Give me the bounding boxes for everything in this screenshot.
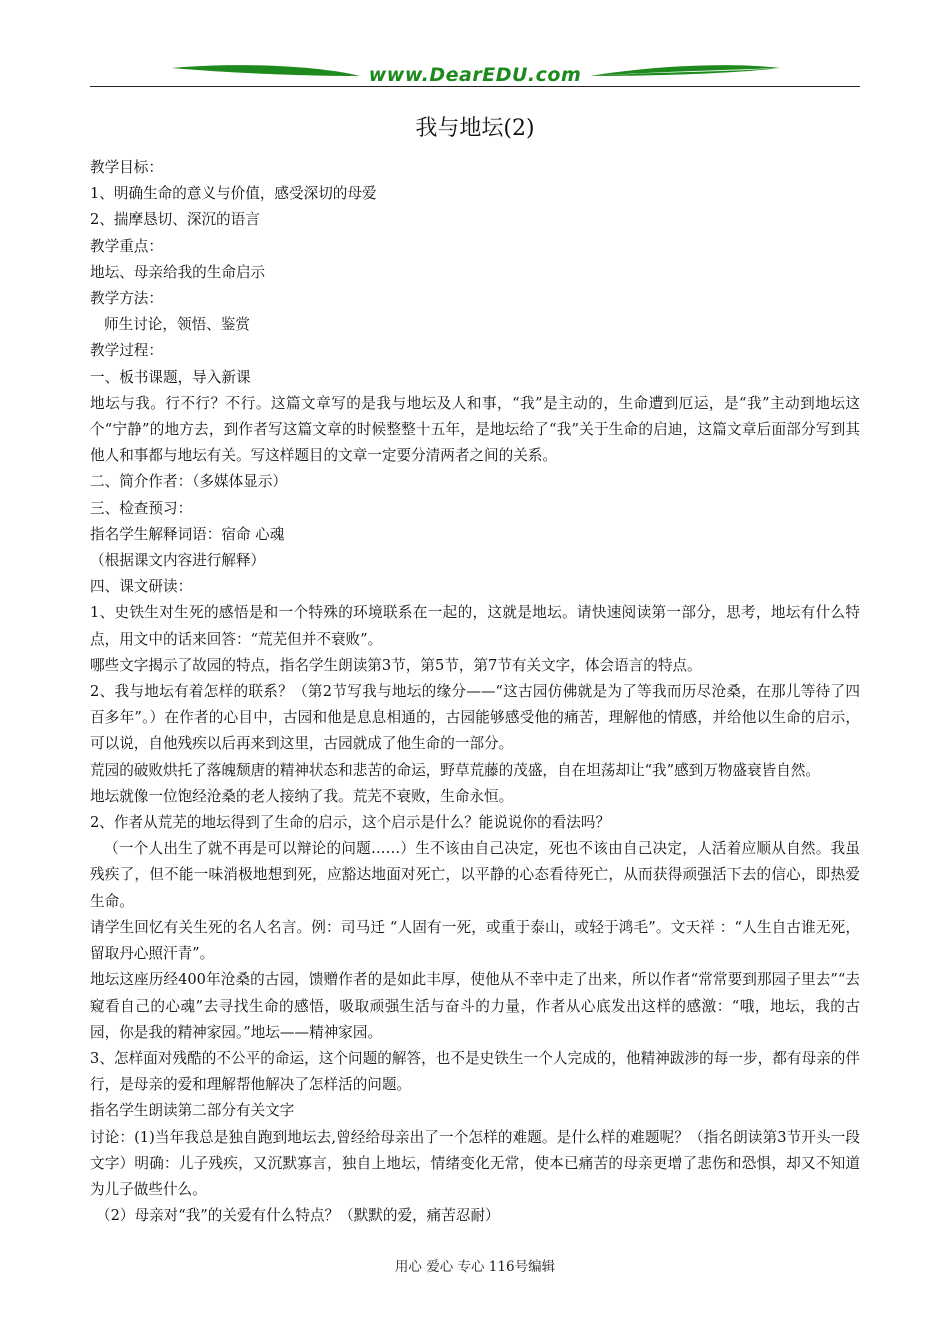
paragraph: 地坛就像一位饱经沧桑的老人接纳了我。荒芜不衰败，生命永恒。 — [90, 787, 514, 805]
paragraph: 教学方法： — [90, 290, 163, 308]
paragraph: 教学过程： — [90, 342, 163, 360]
paragraph: 指名学生解释词语：宿命 心魂 — [90, 525, 285, 543]
paragraph: 荒园的破败烘托了落魄颓唐的精神状态和悲苦的命运，野草荒藤的茂盛，自在坦荡却让“我”感到万物盛衰皆自然。 — [90, 761, 821, 779]
site-url: www.DearEDU.com — [368, 64, 582, 86]
document-body — [90, 155, 860, 1229]
page-title: 我与地坛(2) — [415, 116, 535, 141]
paragraph: 2、我与地坛有着怎样的联系？（第2节写我与地坛的缘分——“这古园仿佛就是为了等我而历尽沧桑，在那儿等待了四百多年”。）在作者的心目中，古园和他是息息相通的，古园能够感受他的痛苦，理解他的情感，并给他以生命的启示，可以说，自他残疾以后再来到这里，古园就成了他生命的一部分。 — [90, 683, 860, 753]
paragraph: 一、板书课题，导入新课 — [90, 368, 251, 386]
paragraph: （2）母亲对“我”的关爱有什么特点？（默默的爱，痛苦忍耐） — [96, 1207, 500, 1225]
page-footer: 用心 爱心 专心 116号编辑 — [394, 1259, 556, 1275]
header-divider — [90, 86, 860, 87]
paragraph: 哪些文字揭示了故园的特点，指名学生朗读第3节，第5节，第7节有关文字，体会语言的特点。 — [90, 656, 702, 674]
paragraph: 1、明确生命的意义与价值，感受深切的母爱 — [90, 185, 377, 203]
paragraph: （根据课文内容进行解释） — [90, 552, 266, 570]
paragraph: （一个人出生了就不再是可以辩论的问题……）生不该由自己决定，死也不该由自己决定，人活着应顺从自然。我虽残疾了，但不能一味消极地想到死，应豁达地面对死亡，以平静的心态看待死亡，从而获得顽强活下去的信心，即热爱生命。 — [90, 840, 860, 910]
paragraph: 2、作者从荒芜的地坛得到了生命的启示，这个启示是什么？能说说你的看法吗？ — [90, 814, 611, 832]
paragraph: 1、史铁生对生死的感悟是和一个特殊的环境联系在一起的，这就是地坛。请快速阅读第一部分，思考，地坛有什么特点，用文中的话来回答：“荒芜但并不衰败”。 — [90, 604, 860, 648]
paragraph: 教学目标： — [90, 159, 163, 176]
paragraph: 请学生回忆有关生死的名人名言。例：司马迁 “人固有一死，或重于泰山，或轻于鸿毛”。文天祥 ：“人生自古谁无死，留取丹心照汗青”。 — [90, 918, 860, 963]
paragraph: 师生讨论，领悟、鉴赏 — [104, 316, 250, 334]
paragraph: 四、课文研读： — [90, 578, 193, 596]
paragraph: 三、检查预习： — [90, 499, 193, 517]
paragraph: 讨论：(1)当年我总是独自跑到地坛去,曾经给母亲出了一个怎样的难题。是什么样的难题呢？（指名朗读第3节开头一段文字）明确：儿子残疾，又沉默寡言，独自上地坛，情绪变化无常，使本已痛苦的母亲更增了悲伤和恐惧，却又不知道为儿子做些什么。 — [90, 1128, 860, 1198]
paragraph: 2、揣摩恳切、深沉的语言 — [90, 211, 260, 229]
paragraph: 教学重点： — [90, 237, 163, 255]
paragraph: 二、简介作者：（多媒体显示） — [90, 473, 288, 491]
paragraph: 地坛与我。行不行？不行。这篇文章写的是我与地坛及人和事，“我”是主动的，生命遭到厄运，是“我”主动到地坛这个“宁静”的地方去，到作者写这篇文章的时候整整十五年，是地坛给了“我”关于生命的启迪，这篇文章后面部分写到其他人和事都与地坛有关。写这样题目的文章一定要分清两者之间的关系。 — [90, 394, 860, 465]
paragraph: 指名学生朗读第二部分有关文字 — [90, 1102, 295, 1120]
paragraph: 地坛、母亲给我的生命启示 — [90, 263, 266, 281]
paragraph: 地坛这座历经400年沧桑的古园，馈赠作者的是如此丰厚，使他从不幸中走了出来，所以作者“常常要到那园子里去”“去窥看自己的心魂”去寻找生命的感悟，吸取顽强生活与奋斗的力量，作者从心底发出这样的感激：“哦，地坛，我的古园，你是我的精神家园。”地坛——精神家园。 — [90, 971, 860, 1041]
paragraph: 3、怎样面对残酷的不公平的命运，这个问题的解答，也不是史铁生一个人完成的，他精神跋涉的每一步，都有母亲的伴行，是母亲的爱和理解帮他解决了怎样活的问题。 — [90, 1049, 860, 1094]
